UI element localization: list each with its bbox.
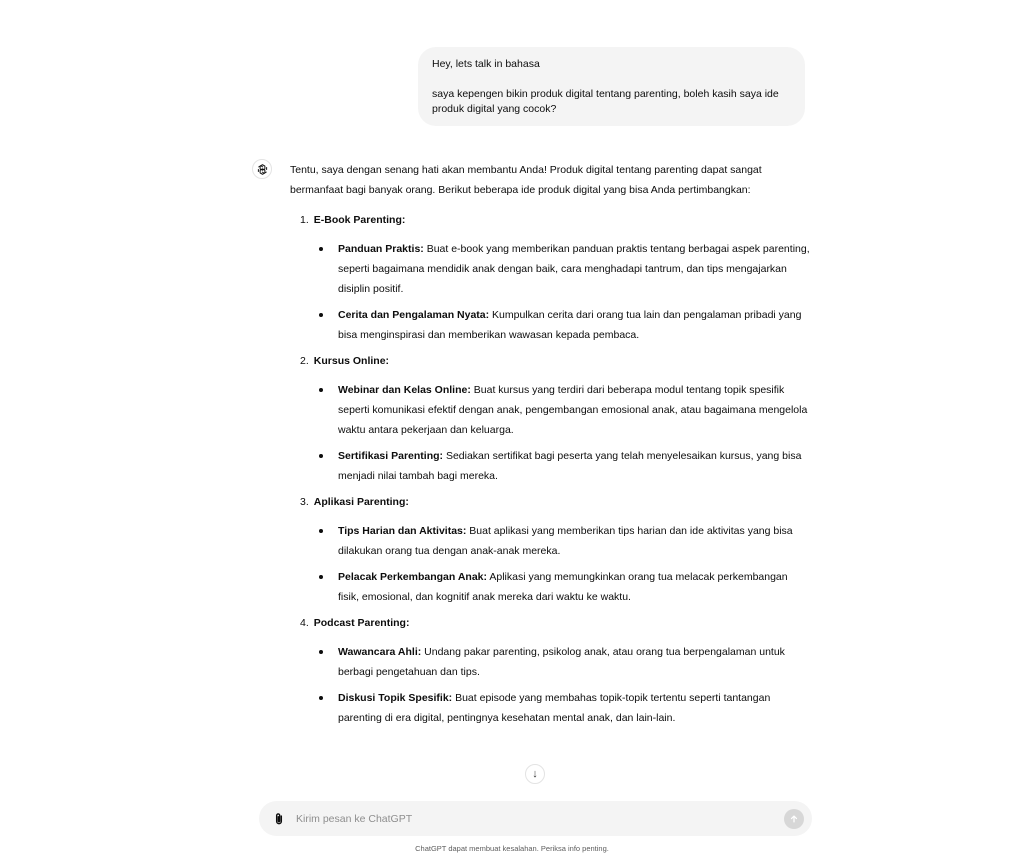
section-title: 3. Aplikasi Parenting: <box>300 496 409 508</box>
list-item: Webinar dan Kelas Online: Buat kursus yang terdiri dari beberapa modul tentang topik spesifik seperti komunikasi efektif dengan anak, pengembangan emosional anak, atau bagaimana mengelola waktu antara pekerjaan dan keluarga. <box>318 380 810 440</box>
user-message-line-2: saya kepengen bikin produk digital tentang parenting, boleh kasih saya ide produk digital yang cocok? <box>432 88 779 115</box>
user-message-bubble <box>418 47 805 126</box>
list-item: Panduan Praktis: Buat e-book yang memberikan panduan praktis tentang berbagai aspek parenting, seperti bagaimana mendidik anak dengan baik, cara menghadapi tantrum, dan tips mengajarkan disiplin positif. <box>318 239 810 299</box>
list-item: Pelacak Perkembangan Anak: Aplikasi yang memungkinkan orang tua melacak perkembangan fisik, emosional, dan kognitif anak mereka dari waktu ke waktu. <box>318 567 810 607</box>
arrow-down-icon: ↓ <box>532 767 538 780</box>
paperclip-icon <box>272 812 286 826</box>
idea-section <box>290 210 810 345</box>
attach-button[interactable] <box>264 804 294 834</box>
user-message-line-1: Hey, lets talk in bahasa <box>432 58 540 70</box>
list-item: Diskusi Topik Spesifik: Buat episode yang membahas topik-topik tertentu seperti tantangan parenting di era digital, pentingnya kesehatan mental anak, dan lain-lain. <box>318 688 810 728</box>
disclaimer-text: ChatGPT dapat membuat kesalahan. Periksa info penting. <box>415 844 609 853</box>
openai-logo-icon <box>252 159 272 179</box>
section-title: 4. Podcast Parenting: <box>300 617 410 629</box>
scroll-to-bottom-button[interactable] <box>525 764 545 784</box>
idea-section <box>290 351 810 486</box>
message-composer <box>259 801 812 836</box>
list-item: Wawancara Ahli: Undang pakar parenting, psikolog anak, atau orang tua berpengalaman untuk berbagi pengetahuan dan tips. <box>318 642 810 682</box>
section-title: 1. E-Book Parenting: <box>300 214 406 226</box>
assistant-message <box>290 160 810 734</box>
idea-section <box>290 613 810 728</box>
arrow-up-icon <box>789 814 799 824</box>
idea-section <box>290 492 810 607</box>
list-item: Tips Harian dan Aktivitas: Buat aplikasi yang memberikan tips harian dan ide aktivitas yang bisa dilakukan orang tua dengan anak-anak mereka. <box>318 521 810 561</box>
message-input[interactable] <box>296 813 784 825</box>
list-item: Sertifikasi Parenting: Sediakan sertifikat bagi peserta yang telah menyelesaikan kursus, yang bisa menjadi nilai tambah bagi mereka. <box>318 446 810 486</box>
assistant-intro: Tentu, saya dengan senang hati akan membantu Anda! Produk digital tentang parenting dapat sangat bermanfaat bagi banyak orang. Berikut beberapa ide produk digital yang bisa Anda pertimbangkan: <box>290 164 762 196</box>
section-title: 2. Kursus Online: <box>300 355 390 367</box>
list-item: Cerita dan Pengalaman Nyata: Kumpulkan cerita dari orang tua lain dan pengalaman pribadi yang bisa menginspirasi dan memberikan wawasan kepada pembaca. <box>318 305 810 345</box>
send-button[interactable] <box>784 809 804 829</box>
